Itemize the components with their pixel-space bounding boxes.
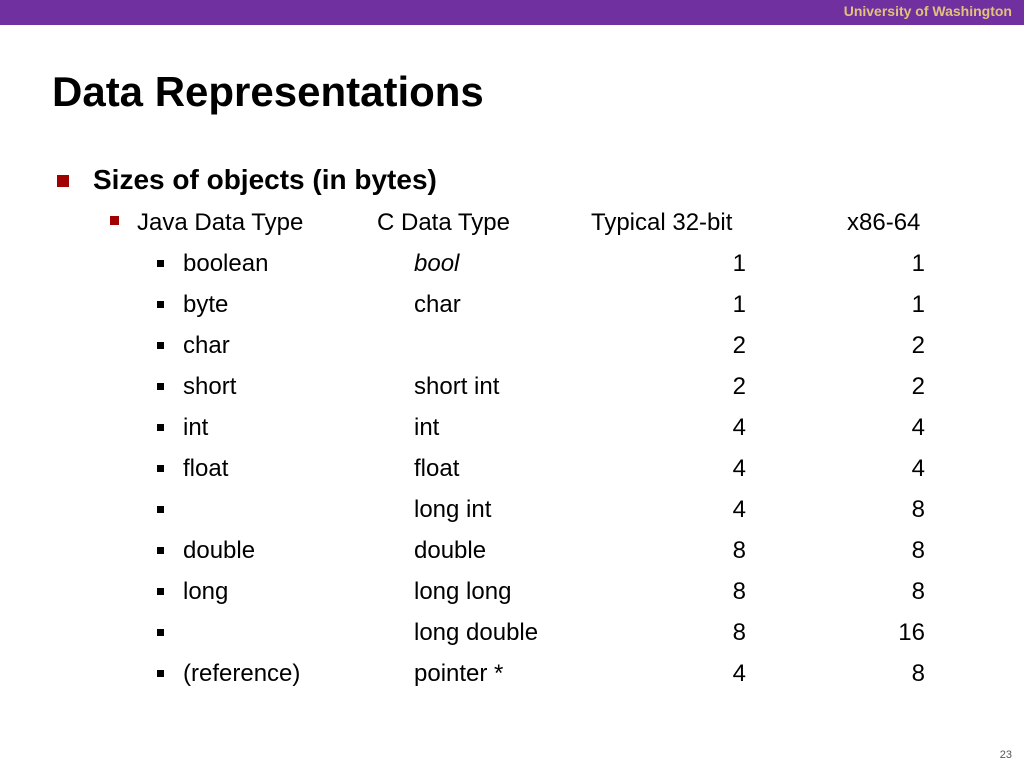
size-x86-64-cell: 1 — [911, 250, 925, 277]
size-x86-64-cell: 8 — [911, 578, 925, 605]
square-bullet-icon — [110, 216, 119, 225]
c-type-cell: short int — [414, 373, 500, 400]
size-x86-64-cell: 8 — [911, 496, 925, 523]
column-header-row — [110, 208, 930, 238]
size-32bit-cell: 8 — [732, 619, 746, 646]
header-bar — [0, 0, 1024, 25]
table-row — [0, 249, 1024, 279]
c-type-cell: double — [414, 537, 487, 564]
c-type-cell: int — [414, 414, 440, 441]
table-row — [0, 577, 1024, 607]
square-bullet-icon — [157, 670, 164, 677]
java-type-cell: int — [183, 414, 209, 441]
table-row — [0, 413, 1024, 443]
size-x86-64-cell: 2 — [911, 373, 925, 400]
java-type-cell: char — [183, 332, 230, 359]
java-type-cell: float — [183, 455, 229, 482]
square-bullet-icon — [157, 465, 164, 472]
bullet-text: Sizes of objects (in bytes) — [93, 164, 437, 195]
header-java: Java Data Type — [137, 209, 304, 236]
square-bullet-icon — [157, 588, 164, 595]
c-type-cell: long int — [414, 496, 492, 523]
java-type-cell: (reference) — [183, 660, 301, 687]
size-32bit-cell: 1 — [732, 291, 746, 318]
size-x86-64-cell: 8 — [911, 537, 925, 564]
c-type-cell: long long — [414, 578, 512, 605]
size-32bit-cell: 2 — [732, 332, 746, 359]
page-number: 23 — [999, 749, 1012, 761]
java-type-cell: boolean — [183, 250, 269, 277]
java-type-cell: short — [183, 373, 237, 400]
c-type-cell: bool — [414, 250, 460, 277]
size-32bit-cell: 4 — [732, 414, 746, 441]
square-bullet-icon — [157, 383, 164, 390]
table-row — [0, 495, 1024, 525]
header-c: C Data Type — [377, 209, 510, 236]
java-type-cell: byte — [183, 291, 229, 318]
c-type-cell: float — [414, 455, 460, 482]
square-bullet-icon — [57, 175, 69, 187]
java-type-cell: long — [183, 578, 229, 605]
size-32bit-cell: 4 — [732, 496, 746, 523]
table-row — [0, 659, 1024, 689]
square-bullet-icon — [157, 424, 164, 431]
table-row — [0, 536, 1024, 566]
table-row — [0, 454, 1024, 484]
square-bullet-icon — [157, 260, 164, 267]
size-32bit-cell: 8 — [732, 578, 746, 605]
slide-title: Data Representations — [52, 68, 484, 115]
size-x86-64-cell: 2 — [911, 332, 925, 359]
size-32bit-cell: 4 — [732, 455, 746, 482]
square-bullet-icon — [157, 342, 164, 349]
table-row — [0, 618, 1024, 648]
square-bullet-icon — [157, 506, 164, 513]
university-brand: University of Washington — [843, 3, 1012, 19]
size-32bit-cell: 1 — [732, 250, 746, 277]
size-32bit-cell: 4 — [732, 660, 746, 687]
table-row — [0, 372, 1024, 402]
square-bullet-icon — [157, 301, 164, 308]
java-type-cell: double — [183, 537, 256, 564]
size-32bit-cell: 8 — [732, 537, 746, 564]
square-bullet-icon — [157, 547, 164, 554]
size-x86-64-cell: 4 — [911, 414, 925, 441]
c-type-cell: char — [414, 291, 461, 318]
c-type-cell: pointer * — [414, 660, 504, 687]
size-x86-64-cell: 16 — [898, 619, 925, 646]
table-row — [0, 331, 1024, 361]
header-typical32: Typical 32-bit — [591, 209, 733, 236]
square-bullet-icon — [157, 629, 164, 636]
c-type-cell: long double — [414, 619, 539, 646]
size-32bit-cell: 2 — [732, 373, 746, 400]
size-x86-64-cell: 1 — [911, 291, 925, 318]
size-x86-64-cell: 8 — [911, 660, 925, 687]
size-x86-64-cell: 4 — [911, 455, 925, 482]
table-row — [0, 290, 1024, 320]
header-x86-64: x86-64 — [847, 209, 921, 236]
